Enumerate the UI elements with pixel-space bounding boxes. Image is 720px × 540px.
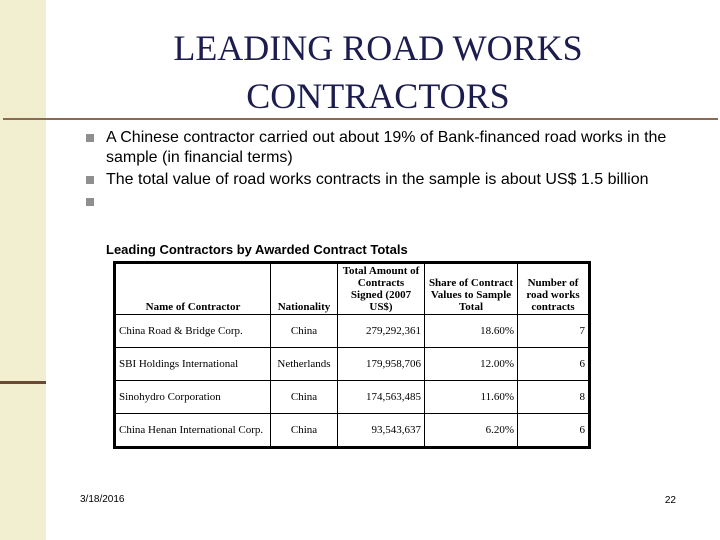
header-number-of-contracts: Number of road works contracts — [518, 264, 589, 315]
header-nationality: Nationality — [271, 264, 338, 315]
bullet-text: A Chinese contractor carried out about 19% of Bank-financed road works in the sample (in financial terms) — [106, 129, 667, 166]
cell-share: 6.20% — [425, 414, 518, 447]
bullet-marker-icon — [86, 198, 94, 206]
slide-title-line2: CONTRACTORS — [246, 76, 510, 116]
slide-title-line1: LEADING ROAD WORKS — [173, 28, 583, 68]
footer-date: 3/18/2016 — [80, 494, 125, 505]
bullet-item — [86, 170, 696, 190]
cell-contractor-name: Sinohydro Corporation — [116, 381, 271, 414]
bullet-text: The total value of road works contracts in the sample is about US$ 1.5 billion — [106, 171, 649, 188]
cell-total-amount: 174,563,485 — [338, 381, 425, 414]
cell-total-amount: 279,292,361 — [338, 315, 425, 348]
cell-contract-count: 6 — [518, 348, 589, 381]
table-header-row — [116, 264, 589, 315]
header-name-of-contractor: Name of Contractor — [116, 264, 271, 315]
table-row — [116, 315, 589, 348]
cell-nationality: China — [271, 381, 338, 414]
cell-contractor-name: SBI Holdings International — [116, 348, 271, 381]
contractors-table — [115, 263, 589, 447]
bullet-marker-icon — [86, 176, 94, 184]
slide-title — [60, 24, 696, 120]
header-share: Share of Contract Values to Sample Total — [425, 264, 518, 315]
cell-nationality: China — [271, 414, 338, 447]
page-number: 22 — [664, 495, 676, 506]
cell-share: 12.00% — [425, 348, 518, 381]
contractors-table-frame — [113, 261, 591, 449]
cell-contract-count: 6 — [518, 414, 589, 447]
cell-contractor-name: China Road & Bridge Corp. — [116, 315, 271, 348]
header-total-amount: Total Amount of Contracts Signed (2007 US$) — [338, 264, 425, 315]
table-row — [116, 348, 589, 381]
left-band-accent — [0, 381, 46, 384]
table-caption: Leading Contractors by Awarded Contract Totals — [106, 242, 408, 257]
cell-share: 18.60% — [425, 315, 518, 348]
left-decor-band — [0, 0, 46, 540]
cell-total-amount: 93,543,637 — [338, 414, 425, 447]
cell-contract-count: 7 — [518, 315, 589, 348]
table-row — [116, 414, 589, 447]
bullet-item — [86, 128, 696, 168]
bullet-list — [86, 128, 696, 212]
table-row — [116, 381, 589, 414]
title-divider — [3, 118, 718, 120]
bullet-marker-icon — [86, 134, 94, 142]
cell-nationality: China — [271, 315, 338, 348]
cell-contract-count: 8 — [518, 381, 589, 414]
bullet-item — [86, 192, 696, 212]
cell-total-amount: 179,958,706 — [338, 348, 425, 381]
cell-share: 11.60% — [425, 381, 518, 414]
cell-nationality: Netherlands — [271, 348, 338, 381]
cell-contractor-name: China Henan International Corp. — [116, 414, 271, 447]
